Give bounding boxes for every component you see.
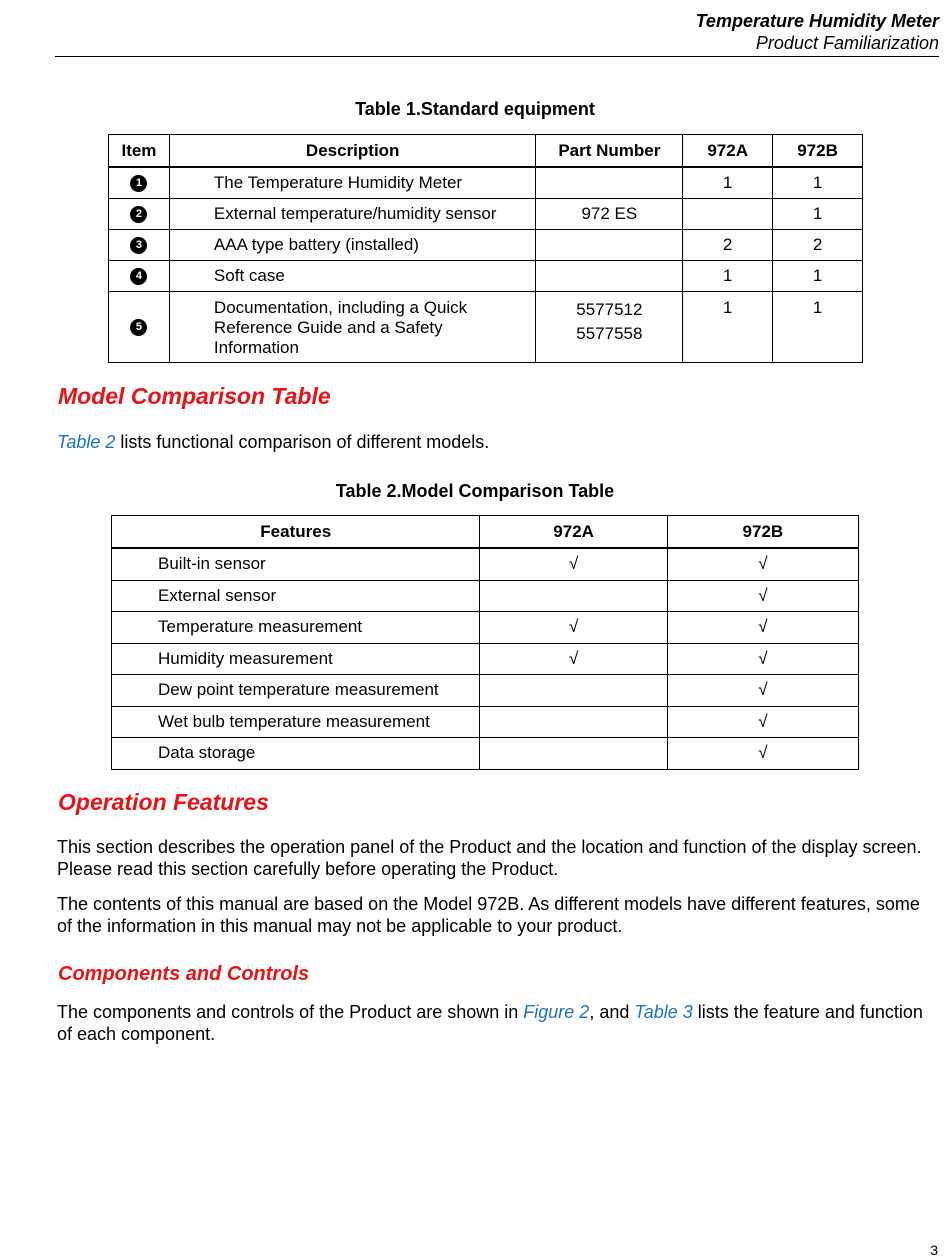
item-number-badge: 4 [130, 268, 147, 285]
check-972a-cell [480, 675, 667, 707]
table3-link[interactable]: Table 3 [634, 1002, 693, 1022]
page-number: 3 [930, 1242, 938, 1258]
qty-972a-cell: 1 [683, 261, 773, 292]
section-title-components-controls: Components and Controls [58, 963, 310, 985]
col-header-item: Item [109, 135, 170, 168]
part-number-line: 5577512 [576, 300, 643, 319]
table-row [112, 643, 859, 675]
check-972a-cell: √ [480, 612, 667, 644]
part-number-cell [536, 292, 683, 363]
model-comparison-table [111, 515, 859, 770]
feature-cell: External sensor [112, 580, 480, 612]
check-972b-cell: √ [667, 612, 858, 644]
qty-972b-cell: 1 [773, 261, 863, 292]
description-cell: External temperature/humidity sensor [169, 199, 536, 230]
check-972b-cell: √ [667, 706, 858, 738]
description-cell: AAA type battery (installed) [169, 230, 536, 261]
table2-link[interactable]: Table 2 [57, 432, 116, 452]
components-text-after: lists the feature and function of each component. [57, 1002, 923, 1044]
part-number-cell [536, 261, 683, 292]
table-row [112, 612, 859, 644]
standard-equipment-table [108, 134, 863, 363]
item-number-badge: 2 [130, 206, 147, 223]
description-line: Documentation, including a Quick [213, 298, 468, 317]
page-header [55, 10, 939, 57]
feature-cell: Data storage [112, 738, 480, 770]
table-row [109, 199, 863, 230]
col-header-972b: 972B [773, 135, 863, 168]
description-cell: Soft case [169, 261, 536, 292]
item-number-badge: 1 [130, 175, 147, 192]
part-number-cell [536, 167, 683, 199]
description-line: Reference Guide and a Safety [213, 318, 443, 337]
qty-972b-cell: 1 [773, 199, 863, 230]
header-title: Temperature Humidity Meter [695, 11, 939, 31]
operation-paragraph-1: This section describes the operation panel of the Product and the location and function of the display screen. Please read this section carefully before operating the Product. [57, 837, 922, 879]
feature-cell: Wet bulb temperature measurement [112, 706, 480, 738]
col-header-972a: 972A [683, 135, 773, 168]
part-number-cell [536, 230, 683, 261]
col-header-part-number: Part Number [536, 135, 683, 168]
table-row [109, 167, 863, 199]
col-header-972a: 972A [480, 516, 667, 549]
section-title-model-comparison: Model Comparison Table [58, 383, 331, 409]
check-972b-cell: √ [667, 675, 858, 707]
feature-cell: Dew point temperature measurement [112, 675, 480, 707]
table-row [112, 548, 859, 580]
check-972b-cell: √ [667, 580, 858, 612]
item-number-badge: 3 [130, 237, 147, 254]
feature-cell: Humidity measurement [112, 643, 480, 675]
components-paragraph [57, 1001, 927, 1045]
model-comparison-intro [57, 431, 927, 453]
qty-972a-cell: 1 [683, 167, 773, 199]
check-972b-cell: √ [667, 548, 858, 580]
qty-972b-cell: 1 [773, 167, 863, 199]
operation-paragraph-2: The contents of this manual are based on the Model 972B. As different models have different features, some of the information in this manual may not be applicable to your product. [57, 894, 920, 936]
check-972a-cell [480, 738, 667, 770]
table-row [112, 580, 859, 612]
qty-972a-cell: 2 [683, 230, 773, 261]
feature-cell: Built-in sensor [112, 548, 480, 580]
table-row [112, 738, 859, 770]
components-text-mid: , and [589, 1002, 635, 1022]
qty-972a-cell: 1 [683, 292, 773, 363]
check-972b-cell: √ [667, 738, 858, 770]
table-row [112, 706, 859, 738]
check-972a-cell: √ [480, 643, 667, 675]
description-line: Information [213, 338, 299, 357]
table2-caption: Table 2.Model Comparison Table [335, 481, 615, 501]
check-972a-cell: √ [480, 548, 667, 580]
table-row [109, 292, 863, 363]
components-text-before: The components and controls of the Product are shown in [57, 1002, 524, 1022]
qty-972b-cell: 1 [773, 292, 863, 363]
header-subtitle: Product Familiarization [755, 33, 939, 53]
table-row [109, 230, 863, 261]
description-cell [169, 292, 536, 363]
col-header-description: Description [169, 135, 536, 168]
check-972a-cell [480, 580, 667, 612]
intro-text: lists functional comparison of different models. [115, 432, 490, 452]
table-row [112, 675, 859, 707]
description-cell: The Temperature Humidity Meter [169, 167, 536, 199]
col-header-972b: 972B [667, 516, 858, 549]
qty-972a-cell [683, 199, 773, 230]
part-number-line: 5577558 [576, 324, 643, 343]
col-header-features: Features [112, 516, 480, 549]
figure2-link[interactable]: Figure 2 [523, 1002, 590, 1022]
feature-cell: Temperature measurement [112, 612, 480, 644]
section-title-operation-features: Operation Features [58, 789, 269, 815]
part-number-cell: 972 ES [536, 199, 683, 230]
item-number-badge: 5 [130, 319, 147, 336]
table-row [109, 261, 863, 292]
qty-972b-cell: 2 [773, 230, 863, 261]
table1-caption: Table 1.Standard equipment [355, 99, 595, 119]
check-972a-cell [480, 706, 667, 738]
check-972b-cell: √ [667, 643, 858, 675]
